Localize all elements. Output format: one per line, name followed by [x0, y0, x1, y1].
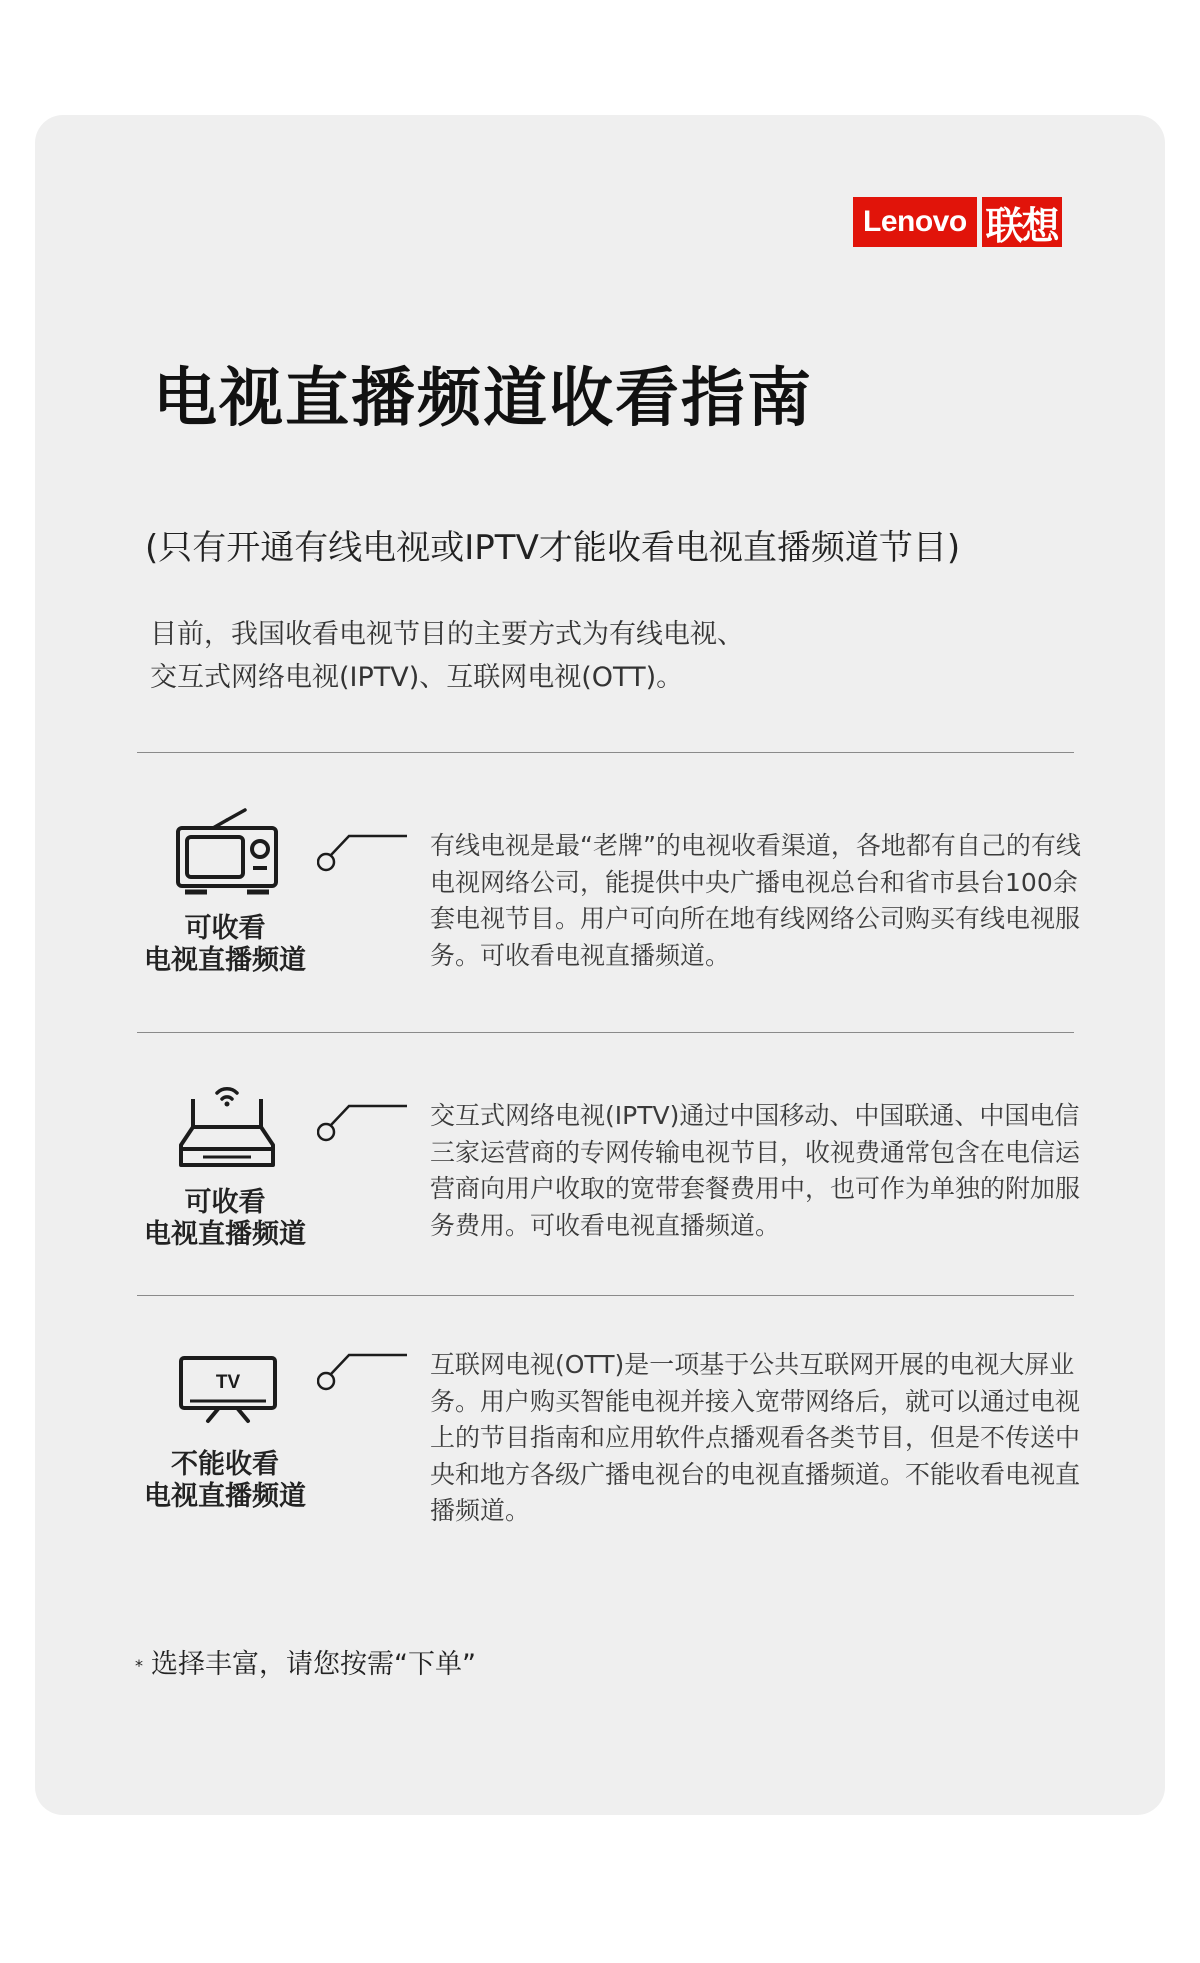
connector-line [317, 833, 407, 873]
tv-icon-label: TV [215, 1372, 241, 1393]
divider [137, 1295, 1074, 1296]
section-1-caption-line-2: 电视直播频道 [144, 945, 306, 976]
divider [137, 752, 1074, 753]
section-1-description: 有线电视是最“老牌”的电视收看渠道，各地都有自己的有线电视网络公司，能提供中央广播电视总台和省市县台100余套电视节目。用户可向所在地有线网络公司购买有线电视服务。可收看电视直播频道。 [430, 831, 1081, 970]
intro-text [150, 613, 744, 699]
section-2-caption-line-1: 可收看 [184, 1187, 266, 1218]
guide-card [35, 115, 1165, 1815]
section-3-caption [125, 1449, 325, 1513]
divider [137, 1032, 1074, 1033]
page-title: 电视直播频道收看指南 [153, 362, 813, 436]
retro-tv-icon [175, 808, 279, 898]
section-3-description: 互联网电视(OTT)是一项基于公共互联网开展的电视大屏业务。用户购买智能电视并接入宽带网络后，就可以通过电视上的节目指南和应用软件点播观看各类节目，但是不传送中央和地方各级广播电视台的电视直播频道。不能收看电视直播频道。 [430, 1350, 1081, 1525]
footnote-marker: * [135, 1656, 143, 1675]
router-icon [179, 1081, 275, 1173]
section-1-caption [125, 913, 325, 977]
footnote [135, 1642, 476, 1681]
intro-line-1: 目前，我国收看电视节目的主要方式为有线电视、 [150, 619, 744, 650]
lenovo-logo [853, 197, 1062, 247]
intro-line-2: 交互式网络电视(IPTV)、互联网电视(OTT)。 [150, 662, 684, 693]
connector-line [317, 1352, 407, 1392]
footnote-text: 选择丰富，请您按需“下单” [151, 1649, 476, 1680]
smart-tv-icon [178, 1355, 278, 1425]
section-2-caption [125, 1187, 325, 1251]
page-subtitle: (只有开通有线电视或IPTV才能收看电视直播频道节目) [145, 528, 961, 568]
connector-line [317, 1103, 407, 1143]
section-1-caption-line-1: 可收看 [184, 913, 266, 944]
section-3-caption-line-2: 电视直播频道 [144, 1481, 306, 1512]
section-2-caption-line-2: 电视直播频道 [144, 1219, 306, 1250]
logo-text-cn: 联想 [982, 197, 1062, 247]
logo-text-en: Lenovo [853, 197, 977, 247]
section-2-description: 交互式网络电视(IPTV)通过中国移动、中国联通、中国电信三家运营商的专网传输电视节目，收视费通常包含在电信运营商向用户收取的宽带套餐费用中，也可作为单独的附加服务费用。可收看电视直播频道。 [430, 1101, 1081, 1240]
section-3-caption-line-1: 不能收看 [171, 1449, 279, 1480]
